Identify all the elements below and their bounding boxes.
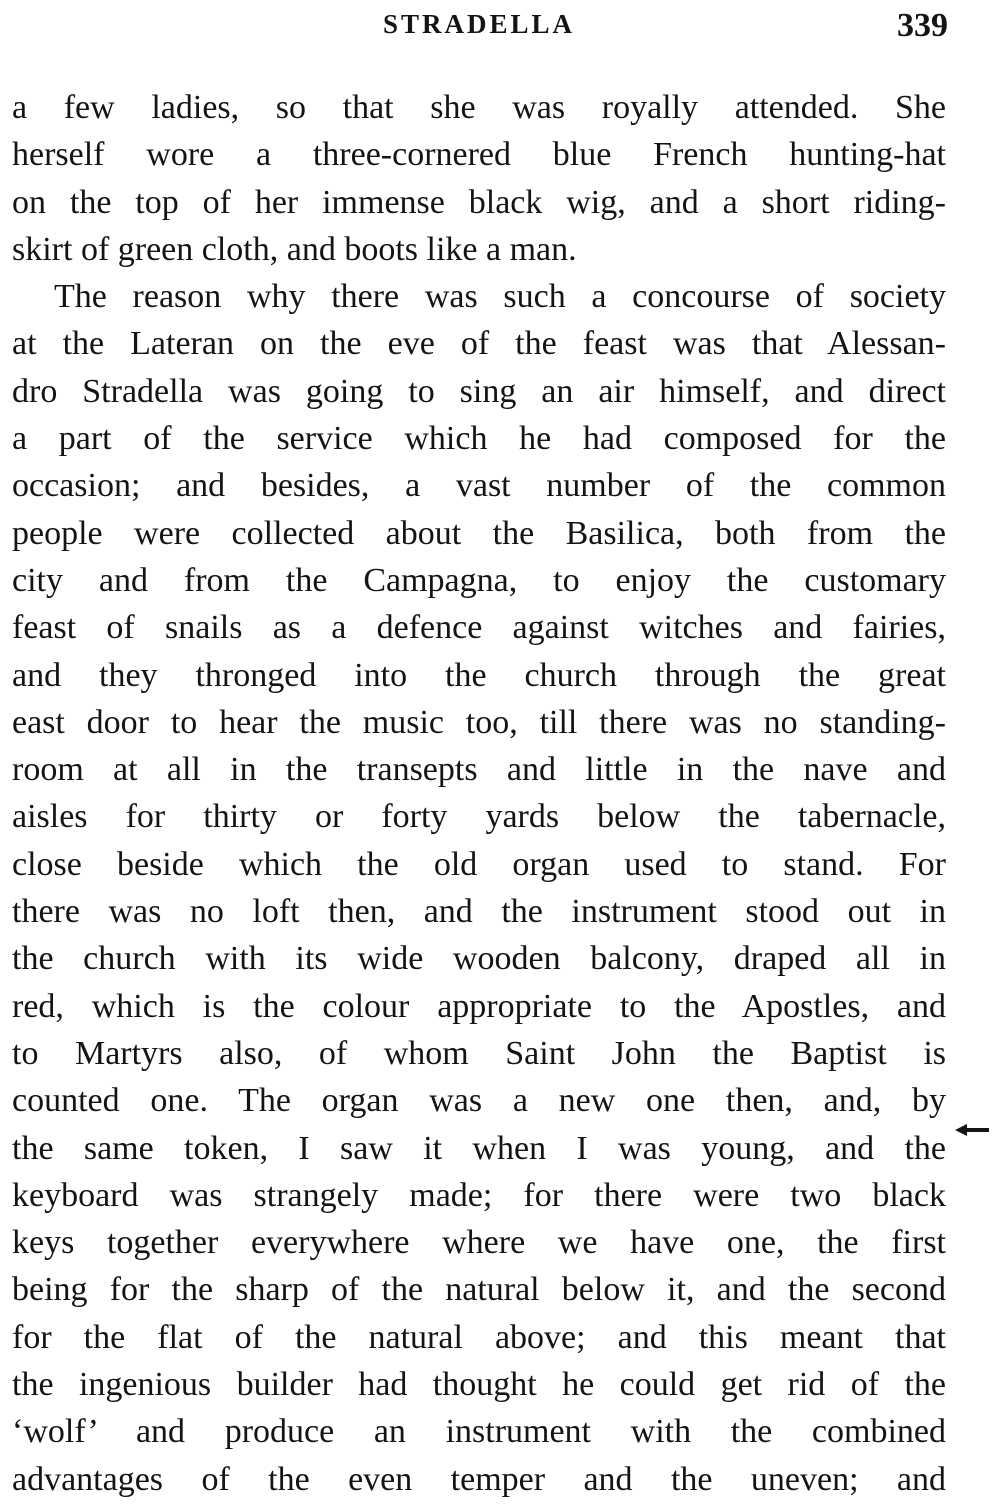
text-line: dro Stradella was going to sing an air himself, and direct <box>12 372 946 410</box>
text-line: city and from the Campagna, to enjoy the customary <box>12 561 946 599</box>
text-line: people were collected about the Basilica, both from the <box>12 514 946 552</box>
text-line: The reason why there was such a concourse of society <box>54 278 946 316</box>
text-line: close beside which the old organ used to stand. For <box>12 845 946 883</box>
text-line: keys together everywhere where we have one, the first <box>12 1224 946 1262</box>
text-line: aisles for thirty or forty yards below the tabernacle, <box>12 798 946 836</box>
text-line: room at all in the transepts and little in the nave and <box>12 751 946 789</box>
text-line: herself wore a three-cornered blue French hunting-hat <box>12 136 946 174</box>
text-line: a few ladies, so that she was royally attended. She <box>12 89 946 126</box>
text-line: skirt of green cloth, and boots like a man. <box>12 230 577 268</box>
text-line: to Martyrs also, of whom Saint John the Baptist is <box>12 1034 946 1072</box>
text-line: east door to hear the music too, till there was no standing- <box>12 703 946 741</box>
running-title: STRADELLA <box>383 9 576 39</box>
text-line: a part of the service which he had composed for the <box>12 420 946 458</box>
left-arrow-icon <box>955 1122 989 1138</box>
text-line: counted one. The organ was a new one then, and, by <box>12 1082 946 1120</box>
text-line: for the flat of the natural above; and this meant that <box>12 1318 946 1356</box>
text-line: at the Lateran on the eve of the feast was that Alessan- <box>12 325 946 363</box>
body-text <box>12 84 946 1503</box>
text-line: on the top of her immense black wig, and a short riding- <box>12 183 946 221</box>
text-line: keyboard was strangely made; for there were two black <box>12 1176 946 1214</box>
text-line: and they thronged into the church through the great <box>12 656 946 694</box>
text-line: the ingenious builder had thought he could get rid of the <box>12 1366 946 1404</box>
text-line: occasion; and besides, a vast number of the common <box>12 467 946 505</box>
text-line: there was no loft then, and the instrument stood out in <box>12 893 946 931</box>
text-line: the church with its wide wooden balcony, draped all in <box>12 940 946 978</box>
running-head <box>0 6 1000 42</box>
text-line: advantages of the even temper and the uneven; and <box>12 1460 946 1498</box>
text-line: red, which is the colour appropriate to the Apostles, and <box>12 987 946 1025</box>
page-number: 339 <box>897 7 948 44</box>
text-line: being for the sharp of the natural below it, and the second <box>12 1271 946 1309</box>
text-line: feast of snails as a defence against witches and fairies, <box>12 609 946 647</box>
text-line: ‘wolf’ and produce an instrument with the combined <box>12 1413 946 1451</box>
text-line: the same token, I saw it when I was young, and the <box>12 1129 946 1167</box>
